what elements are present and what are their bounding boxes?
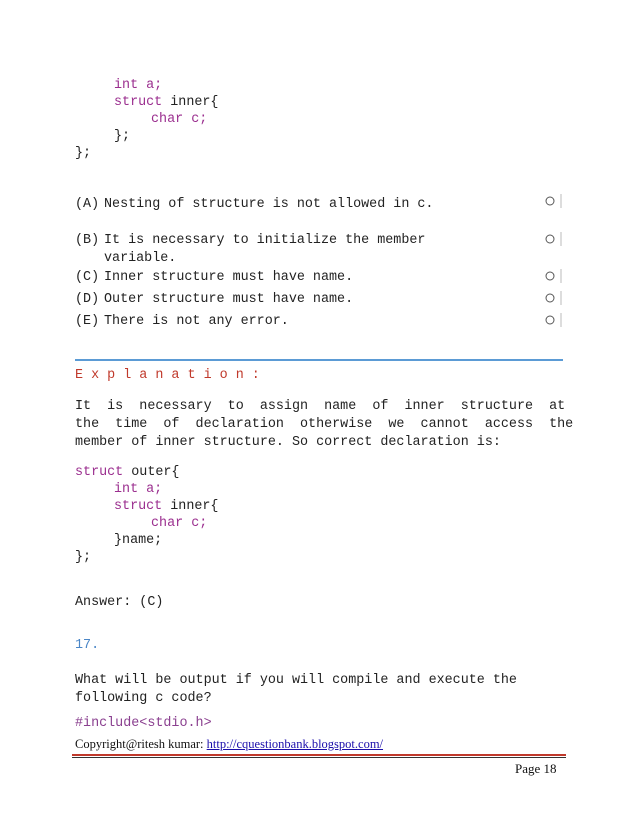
code-line: };	[114, 129, 131, 144]
footer-link[interactable]: http://cquestionbank.blogspot.com/	[206, 737, 384, 751]
explanation-heading: E x p l a n a t i o n :	[75, 368, 260, 383]
option-text-continued: variable.	[104, 251, 177, 266]
option-text: There is not any error.	[104, 314, 289, 329]
answer-text: Answer: (C)	[75, 595, 164, 610]
code-line: #include<stdio.h>	[75, 716, 212, 731]
question-text: following c code?	[75, 691, 212, 706]
code-line: int a;	[114, 482, 163, 497]
option-letter: (E)	[75, 314, 100, 329]
code-line: char c;	[151, 112, 208, 127]
option-letter: (B)	[75, 233, 100, 248]
radio-button-e[interactable]	[543, 312, 563, 328]
explanation-text: It is necessary to assign name of inner structure at	[75, 399, 566, 414]
radio-button-a[interactable]	[543, 193, 563, 209]
footer-divider	[72, 754, 566, 756]
radio-button-c[interactable]	[543, 268, 563, 284]
code-line: };	[75, 146, 92, 161]
option-text: Outer structure must have name.	[104, 292, 354, 307]
page-number: Page 18	[515, 761, 557, 776]
footer-copyright: Copyright@ritesh kumar: http://cquestionbank.blogspot.com/	[75, 737, 384, 751]
code-line: }name;	[114, 533, 163, 548]
option-letter: (D)	[75, 292, 100, 307]
question-text: What will be output if you will compile and execute the	[75, 673, 517, 688]
option-letter: (C)	[75, 270, 100, 285]
explanation-text: member of inner structure. So correct declaration is:	[75, 435, 501, 450]
option-text: It is necessary to initialize the member	[104, 233, 426, 248]
code-line: };	[75, 550, 92, 565]
question-number: 17.	[75, 638, 100, 653]
option-letter: (A)	[75, 197, 100, 212]
footer-divider	[72, 757, 566, 758]
code-line: struct inner{	[114, 499, 219, 514]
code-line: struct outer{	[75, 465, 180, 480]
section-divider	[75, 359, 563, 361]
code-line: struct inner{	[114, 95, 219, 110]
explanation-text: the time of declaration otherwise we cannot access the	[75, 417, 574, 432]
code-line: int a;	[114, 78, 163, 93]
radio-button-b[interactable]	[543, 231, 563, 247]
radio-button-d[interactable]	[543, 290, 563, 306]
option-text: Inner structure must have name.	[104, 270, 354, 285]
option-text: Nesting of structure is not allowed in c.	[104, 197, 434, 212]
code-line: char c;	[151, 516, 208, 531]
